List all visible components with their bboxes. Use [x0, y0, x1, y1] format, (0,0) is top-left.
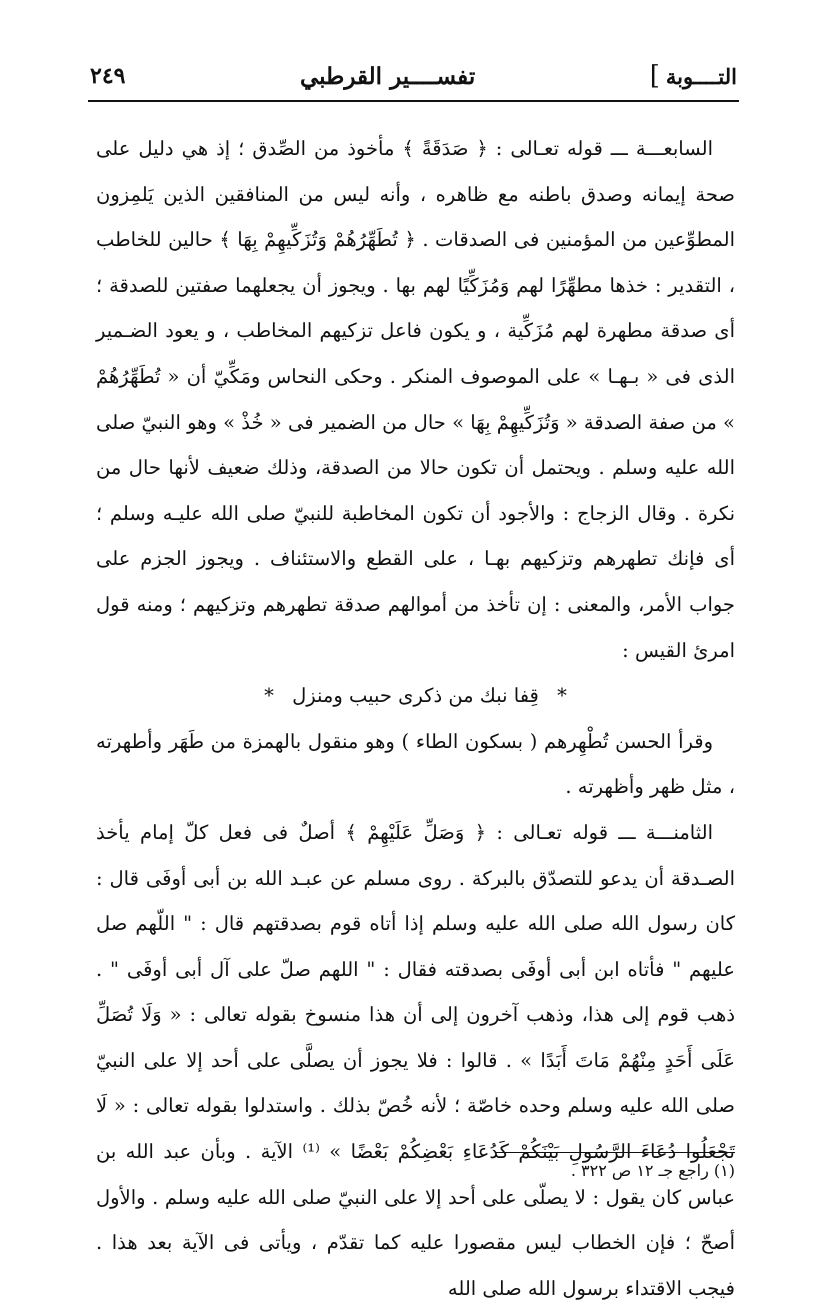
- header-bracket: ]: [649, 61, 660, 91]
- verse-marker-right: *: [557, 684, 567, 708]
- paragraph-hasan-reading: وقرأ الحسن تُطْهِرهم ( بسكون الطاء ) وهو منقول بالهمزة من طَهَر وأطهرته ، مثل ظهر وأظهرته .: [96, 729, 735, 799]
- poetry-verse: [96, 673, 735, 719]
- book-title: تفســــير القرطبي: [299, 62, 476, 90]
- running-header: [90, 52, 737, 100]
- footnote-rule: [495, 1152, 735, 1153]
- paragraph-eighth-issue: الثامنـــة ـــ قوله تعـالى : ﴿ وَصَلِّ عَلَيْهِمْ ﴾ أصلٌ فى فعل كلّ إمام يأخذ الصـدقة أن يدعو للتصدّق بالبركة . روى مسلم عن عبـد الله بن أبى أوفَى قال : كان رسول الله صلى الله عليه وسلم إذا أتاه قوم بصدقتهم قال : " اللّهم صل عليهم " فأتاه ابن أبى أوفَى بصدقته فقال : " اللهم صلّ على آل أبى أوفَى " . ذهب قوم إلى هذا، وذهب آخرون إلى أن هذا منسوخ بقوله تعالى : « وَلَا تُصَلِّ عَلَى أَحَدٍ مِنْهُمْ مَاتَ أَبَدًا » . قالوا : فلا يجوز أن يصلَّى على أحد إلا على النبيّ صلى الله عليه وسلم وحده خاصّة ؛ لأنه خُصّ بذلك . واستدلوا بقوله تعالى : « لَا تَجْعَلُوا دُعَاءَ الرَّسُولِ بَيْنَكُمْ كَدُعَاءِ بَعْضِكُمْ بَعْضًا » ⁽¹⁾ الآية . وبأن عبد الله بن عباس كان يقول : لا يصلّى على أحد إلا على النبيّ صلى الله عليه وسلم . والأول أصحّ ؛ فإن الخطاب ليس مقصورا عليه كما تقدّم ، ويأتى فى الآية بعد هذا . فيجب الاقتداء برسول الله صلى الله: [96, 820, 735, 1300]
- footnote: (١) راجع جـ ١٢ ص ٣٢٢ .: [570, 1161, 735, 1180]
- sura-heading: [650, 61, 737, 91]
- verse-marker-left: *: [264, 684, 274, 708]
- main-text: [96, 126, 735, 1311]
- paragraph-seventh-issue: السابعـــة ـــ قوله تعـالى : ﴿ صَدَقَةً ﴾ مأخوذ من الصِّدق ؛ إذ هي دليل على صحة إيمانه وصدق باطنه مع ظاهره ، وأنه ليس من المنافقين الذين يَلمِزون المطوِّعين من المؤمنين فى الصدقات . ﴿ تُطَهِّرُهُمْ وَتُزَكِّيهِمْ بِهَا ﴾ حالين للخاطب ، التقدير : خذها مطهِّرًا لهم وَمُزَكِّيًا لهم بها . ويجوز أن يجعلهما صفتين للصدقة ؛ أى صدقة مطهرة لهم مُزَكِّية ، و يكون فاعل تزكيهم المخاطب ، و يعود الضـمير الذى فى « بـهـا » على الموصوف المنكر . وحكى النحاس ومَكِّيّ أن « تُطَهِّرُهُمْ » من صفة الصدقة « وَتُزَكِّيهِمْ بِهَا » حال من الضمير فى « خُذْ » وهو النبيّ صلى الله عليه وسلم . ويحتمل أن تكون حالا من الصدقة، وذلك ضعيف لأنها حال من نكرة . وقال الزجاج : والأجود أن تكون المخاطبة للنبيّ صلى الله عليـه وسلم ؛ أى فإنك تطهرهم وتزكيهم بهـا ، على القطع والاستئناف . ويجوز الجزم على جواب الأمر، والمعنى : إن تأخذ من أموالهم صدقة تطهرهم وتزكيهم ؛ ومنه قول امرئ القيس :: [96, 137, 735, 662]
- header-rule: [88, 100, 739, 102]
- verse-text: قِفا نبك من ذكرى حبيب ومنزل: [292, 684, 539, 708]
- page-number: ٢٤٩: [90, 63, 126, 89]
- sura-name: التــــوبة: [665, 63, 737, 89]
